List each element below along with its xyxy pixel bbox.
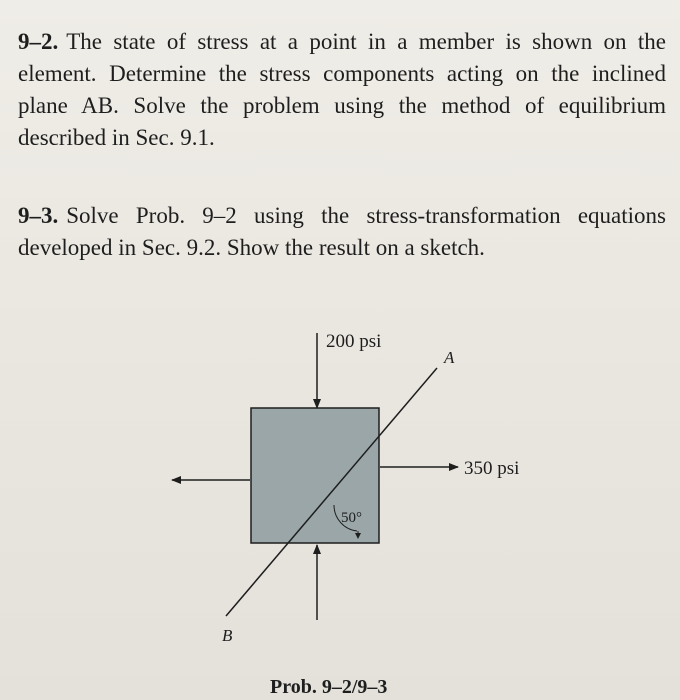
vertical-stress-label: 200 psi (326, 331, 382, 352)
figure-caption: Prob. 9–2/9–3 (270, 676, 388, 698)
point-b-label: B (222, 626, 233, 645)
angle-label: 50° (341, 510, 362, 526)
problem-text: The state of stress at a point in a member is shown on the element. Determine the stress components acting on the inclined plane AB. Solve the problem using the method of equilibrium described in Sec. 9.1. (18, 29, 666, 150)
problem-number: 9–2. (18, 29, 59, 54)
horizontal-stress-label: 350 psi (464, 458, 520, 479)
point-a-label: A (444, 348, 455, 367)
problem-text: Solve Prob. 9–2 using the stress-transformation equations developed in Sec. 9.2. Show the result on a sketch. (18, 203, 666, 260)
problem-number: 9–3. (18, 203, 59, 228)
